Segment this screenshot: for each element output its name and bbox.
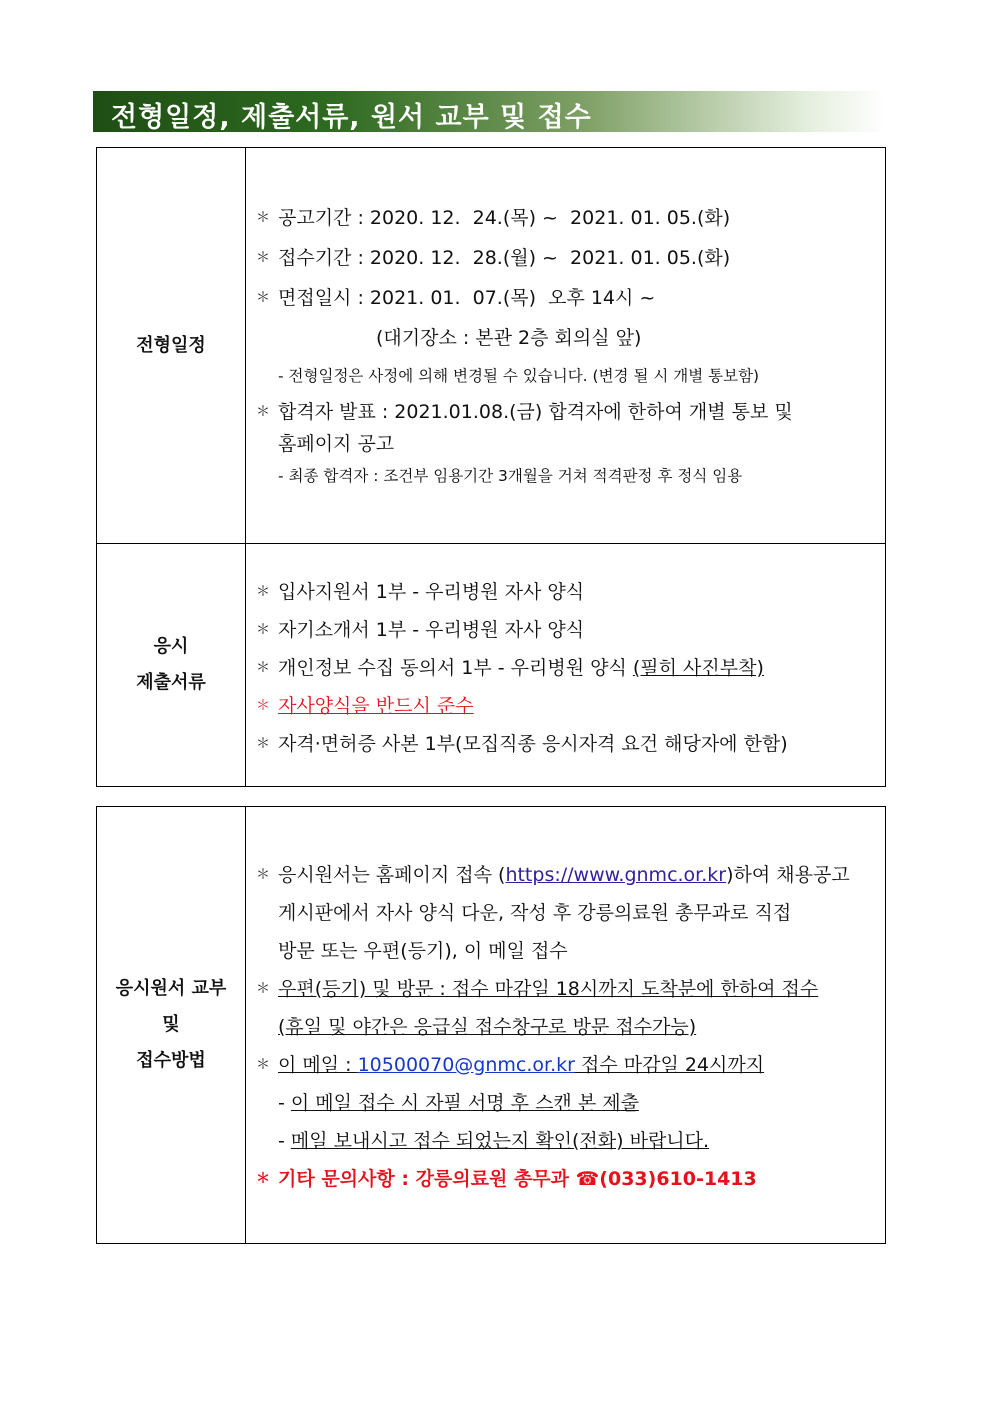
final-hire-note: - 최종 합격자 : 조건부 임용기간 3개월을 거쳐 적격판정 후 정식 임용 (278, 467, 743, 485)
app-homepage-cont-2: 방문 또는 우편(등기), 이 메일 접수 (278, 940, 568, 962)
asterisk-bullet-icon: ＊ (256, 404, 270, 420)
app-mail-visit-line: ＊ 우편(등기) 및 방문 : 접수 마감일 18시까지 도착분에 한하여 접수 (256, 978, 819, 1000)
schedule-documents-table (96, 147, 886, 787)
application-label: 응시원서 교부 및 접수방법 (97, 807, 246, 1244)
section-header-bar (93, 91, 886, 132)
doc-privacy-consent: ＊ 개인정보 수집 동의서 1부 - 우리병원 양식 (필히 사진부착) (256, 657, 764, 679)
asterisk-bullet-icon: ＊ (256, 584, 270, 600)
application-content (246, 807, 886, 1244)
schedule-change-note: - 전형일정은 사정에 의해 변경될 수 있습니다. (변경 될 시 개별 통보함) (278, 367, 760, 385)
documents-content (246, 544, 886, 787)
documents-label: 응시 제출서류 (97, 544, 246, 787)
asterisk-bullet-icon: ＊ (256, 736, 270, 752)
asterisk-bullet-icon: ＊ (256, 290, 270, 306)
waiting-place-line: (대기장소 : 본관 2층 회의실 앞) (376, 327, 642, 349)
app-email-line: ＊ 이 메일 : 10500070@gnmc.or.kr 접수 마감일 24시까지 (256, 1054, 765, 1076)
section-title: 전형일정, 제출서류, 원서 교부 및 접수 (111, 102, 592, 133)
result-announcement-line: ＊ 합격자 발표 : 2021.01.08.(금) 합격자에 한하여 개별 통보 및 (256, 401, 793, 423)
schedule-content (246, 148, 886, 544)
doc-format-warning: ＊ 자사양식을 반드시 준수 (256, 695, 474, 717)
asterisk-bullet-icon: ＊ (256, 210, 270, 226)
app-homepage-cont-1: 게시판에서 자사 양식 다운, 작성 후 강릉의료원 총무과로 직접 (278, 902, 792, 924)
doc-license-copy: ＊ 자격·면허증 사본 1부(모집직종 응시자격 요건 해당자에 한함) (256, 733, 788, 755)
app-mail-visit-cont: (휴일 및 야간은 응급실 접수창구로 방문 접수가능) (278, 1016, 697, 1038)
schedule-row (97, 148, 886, 544)
app-homepage-line: ＊ 응시원서는 홈페이지 접속 (https://www.gnmc.or.kr)하여 채용공고 (256, 864, 850, 886)
asterisk-bullet-icon: ＊ (256, 660, 270, 676)
asterisk-bullet-icon: ＊ (256, 250, 270, 266)
app-contact-line: ＊ 기타 문의사항 : 강릉의료원 총무과 ☎(033)610-1413 (256, 1168, 757, 1190)
homepage-link[interactable]: https://www.gnmc.or.kr (505, 864, 727, 886)
application-period-line: ＊ 접수기간 : 2020. 12. 28.(월) ~ 2021. 01. 05.(화) (256, 247, 731, 269)
interview-date-line: ＊ 면접일시 : 2021. 01. 07.(목) 오후 14시 ~ (256, 287, 656, 309)
asterisk-bullet-icon: ＊ (256, 622, 270, 638)
asterisk-bullet-icon: ＊ (256, 981, 270, 997)
schedule-label: 전형일정 (97, 148, 246, 544)
doc-application-form: ＊ 입사지원서 1부 - 우리병원 자사 양식 (256, 581, 585, 603)
result-announcement-cont: 홈페이지 공고 (278, 433, 395, 455)
email-link[interactable]: 10500070@gnmc.or.kr (357, 1054, 575, 1076)
asterisk-bullet-icon: ＊ (256, 1057, 270, 1073)
app-email-note-2: - 메일 보내시고 접수 되었는지 확인(전화) 바랍니다. (278, 1130, 710, 1152)
application-row (97, 807, 886, 1244)
asterisk-bullet-icon: ＊ (256, 867, 270, 883)
asterisk-bullet-icon: ＊ (256, 698, 270, 714)
documents-row (97, 544, 886, 787)
asterisk-bullet-icon: ＊ (256, 1171, 270, 1187)
notice-period-line: ＊ 공고기간 : 2020. 12. 24.(목) ~ 2021. 01. 05.(화) (256, 207, 731, 229)
doc-self-introduction: ＊ 자기소개서 1부 - 우리병원 자사 양식 (256, 619, 585, 641)
app-email-note-1: - 이 메일 접수 시 자필 서명 후 스캔 본 제출 (278, 1092, 639, 1114)
application-method-table (96, 806, 886, 1244)
